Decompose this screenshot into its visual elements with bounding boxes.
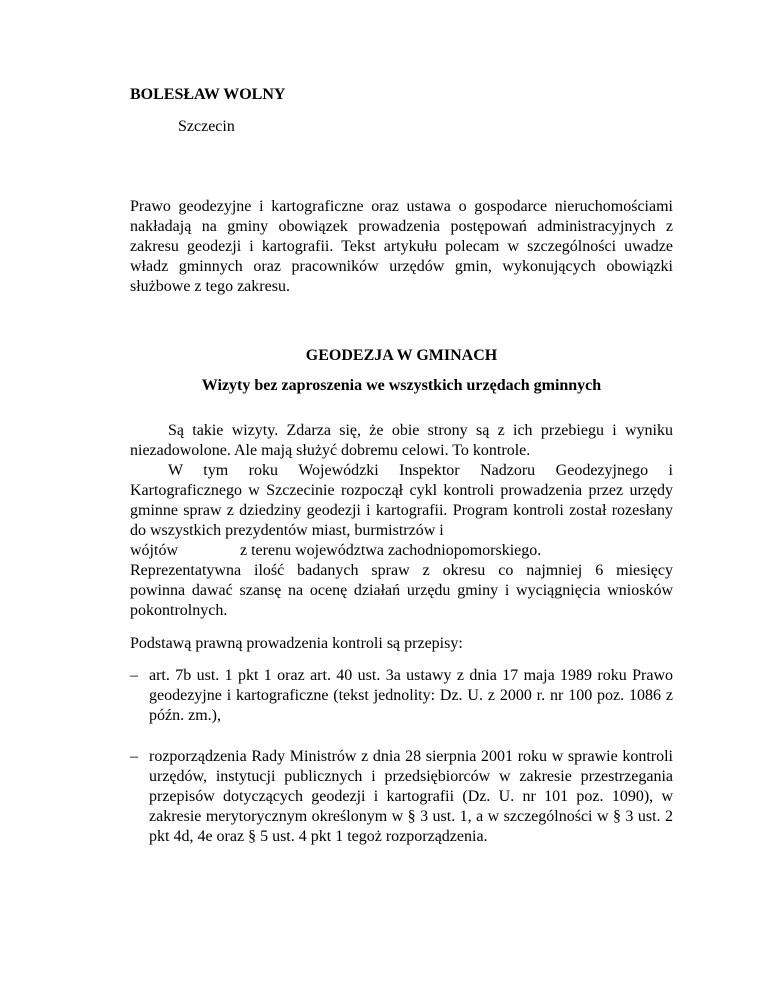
body-paragraph-3-rest: powinna dawać szansę na ocenę działań urzędu gminy i wyciągnięcia wniosków pokontrolnych. xyxy=(130,582,673,619)
article-title: GEODEZJA W GMINACH xyxy=(305,347,498,364)
body-paragraph-2-last-line xyxy=(130,541,673,561)
body-paragraph-2-rest: z terenu województwa zachodniopomorskiego. xyxy=(240,542,542,559)
body-paragraph-3-line-1: Reprezentatywna ilość badanych spraw z okresu co najmniej 6 miesięcy xyxy=(130,562,673,579)
list-item xyxy=(130,666,673,726)
body-paragraph-2 xyxy=(130,461,673,541)
article-body xyxy=(130,421,673,621)
dash-bullet: – xyxy=(130,667,138,684)
provisions-list xyxy=(130,666,673,868)
author-name: BOLESŁAW WOLNY xyxy=(130,86,286,103)
abstract-paragraph: Prawo geodezyjne i kartograficzne oraz ustawa o gospodarce nieruchomościami nakładają na gminy obowiązek prowadzenia postępowań administracyjnych z zakresu geodezji i kartografii. Tekst artykułu polecam w szczególności uwadze władz gminnych oraz pracowników urzędów gmin, wykonujących obowiązki służbowe z tego zakresu. xyxy=(130,198,673,295)
provision-text: art. 7b ust. 1 pkt 1 oraz art. 40 ust. 3a ustawy z dnia 17 maja 1989 roku Prawo geodezyjne i kartograficzne (tekst jednolity: Dz. U. z 2000 r. nr 100 poz. 1086 z późn. zm.), xyxy=(149,667,673,724)
list-item xyxy=(130,747,673,847)
author-city: Szczecin xyxy=(178,118,235,135)
provision-text: rozporządzenia Rady Ministrów z dnia 28 sierpnia 2001 roku w sprawie kontroli urzędów, instytucji publicznych i przedsiębiorców w zakresie przestrzegania przepisów dotyczących geodezji i kartografii (Dz. U. nr 101 poz. 1090), w zakresie merytorycznym określonym w § 3 ust. 1, a w szczególności w § 3 ust. 2 pkt 4d, 4e oraz § 5 ust. 4 pkt 1 tegoż rozporządzenia. xyxy=(149,748,673,845)
body-paragraph-2-word: wójtów xyxy=(130,542,178,559)
body-paragraph-1: Są takie wizyty. Zdarza się, że obie strony są z ich przebiegu i wyniku niezadowolone. Ale mają służyć dobremu celowi. To kontrole. xyxy=(130,422,673,459)
article-subtitle: Wizyty bez zaproszenia we wszystkich urzędach gminnych xyxy=(201,377,602,394)
dash-bullet: – xyxy=(130,748,138,765)
legal-basis-intro: Podstawą prawną prowadzenia kontroli są przepisy: xyxy=(130,635,463,652)
body-paragraph-2-text: W tym roku Wojewódzki Inspektor Nadzoru Geodezyjnego i Kartograficznego w Szczecinie rozpoczął cykl kontroli prowadzenia przez urzędy gminne spraw z dziedziny geodezji i kartografii. Program kontroli został rozesłany do wszystkich prezydentów miast, burmistrzów i xyxy=(130,462,673,539)
